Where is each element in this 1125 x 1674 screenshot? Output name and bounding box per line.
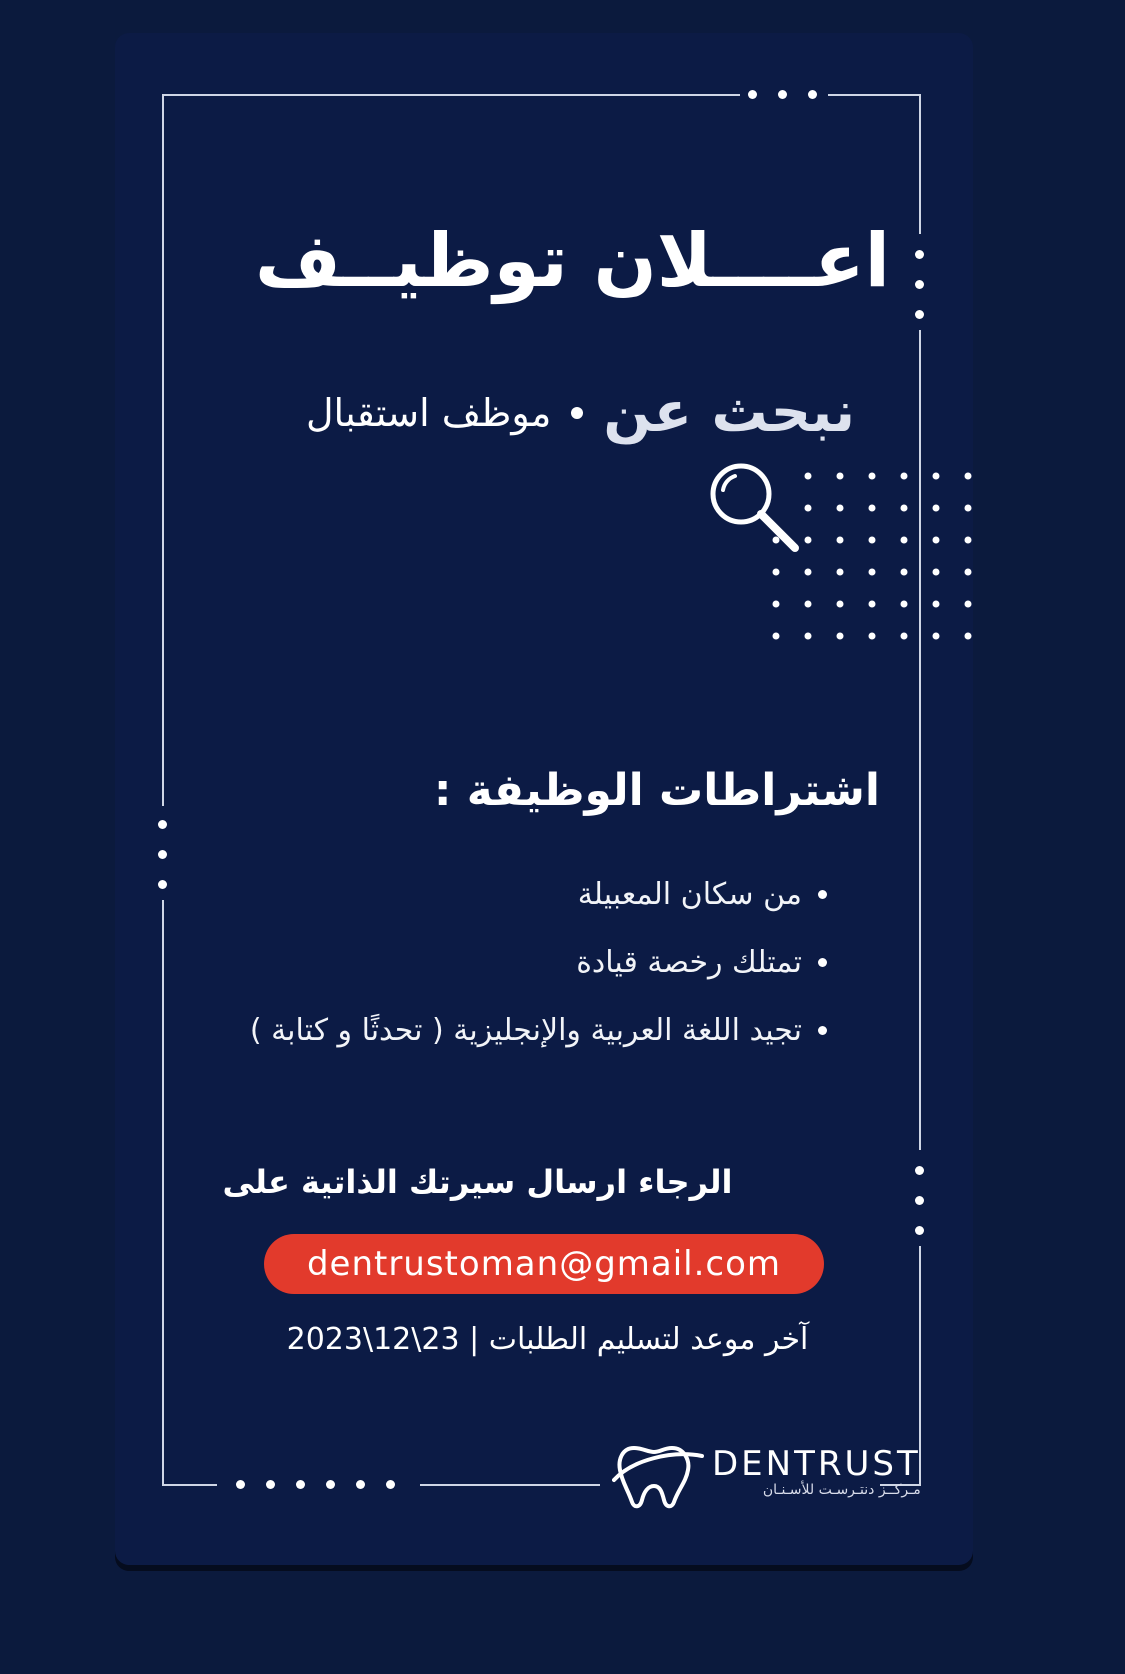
grid-dot	[965, 537, 972, 544]
grid-dot	[805, 633, 812, 640]
grid-dot	[837, 473, 844, 480]
grid-dot	[805, 569, 812, 576]
looking-for-label: نبحث عن	[603, 380, 855, 445]
requirement-text: تمتلك رخصة قيادة	[576, 944, 802, 980]
frame-right-line-mid	[919, 330, 921, 1150]
grid-dot	[869, 569, 876, 576]
grid-dot	[869, 601, 876, 608]
grid-dot	[773, 633, 780, 640]
grid-dot	[901, 633, 908, 640]
grid-dot	[965, 569, 972, 576]
grid-dot	[773, 601, 780, 608]
tooth-logo-icon	[612, 1440, 704, 1510]
looking-for-row	[306, 380, 855, 445]
frame-right-line-top	[919, 94, 921, 234]
brand-name: DENTRUST	[712, 1444, 921, 1484]
grid-dot	[869, 473, 876, 480]
bullet-icon	[818, 890, 827, 899]
frame-bottom-line-mid	[420, 1484, 600, 1486]
grid-dot	[805, 537, 812, 544]
requirement-text: من سكان المعبيلة	[577, 876, 802, 912]
grid-dot	[805, 505, 812, 512]
list-item	[250, 996, 827, 1064]
grid-dot	[805, 473, 812, 480]
page-title: اعــــلان توظيــف	[255, 218, 890, 304]
grid-dot	[933, 473, 940, 480]
grid-dot	[965, 601, 972, 608]
list-item	[250, 860, 827, 928]
grid-dot	[901, 473, 908, 480]
bullet-icon	[571, 407, 583, 419]
email-link[interactable]: dentrustoman@gmail.com	[264, 1234, 824, 1294]
grid-dot	[933, 537, 940, 544]
grid-dot	[901, 601, 908, 608]
send-cv-text: الرجاء ارسال سيرتك الذاتية على	[222, 1163, 733, 1201]
grid-dot	[965, 633, 972, 640]
grid-dot	[837, 601, 844, 608]
grid-dot	[933, 601, 940, 608]
grid-dot	[933, 569, 940, 576]
requirements-title: اشتراطات الوظيفة :	[433, 765, 880, 816]
requirement-text: تجيد اللغة العربية والإنجليزية ( تحدثًا و كتابة )	[249, 1012, 802, 1048]
grid-dot	[837, 569, 844, 576]
grid-dot	[901, 505, 908, 512]
list-item	[250, 928, 827, 996]
grid-dot	[965, 473, 972, 480]
position-label: موظف استقبال	[305, 390, 552, 435]
grid-dot	[869, 505, 876, 512]
grid-dot	[837, 505, 844, 512]
grid-dot	[837, 537, 844, 544]
frame-left-line-top	[162, 94, 164, 806]
grid-dot	[933, 633, 940, 640]
grid-dot	[837, 633, 844, 640]
grid-dot	[773, 569, 780, 576]
brand-logo	[712, 1444, 921, 1498]
deadline-text: آخر موعد لتسليم الطلبات | 23\12\2023	[286, 1322, 809, 1357]
brand-subtitle: مـركــز دنتـرسـت للأسـنـان	[762, 1482, 921, 1498]
bullet-icon	[818, 958, 827, 967]
grid-dot	[869, 633, 876, 640]
frame-bottom-line-left	[162, 1484, 217, 1486]
grid-dot	[901, 569, 908, 576]
grid-dot	[965, 505, 972, 512]
search-icon	[705, 460, 805, 560]
grid-dot	[805, 601, 812, 608]
grid-dot	[901, 537, 908, 544]
grid-dot	[869, 537, 876, 544]
frame-top-line-left	[162, 94, 740, 96]
bullet-icon	[818, 1026, 827, 1035]
requirements-list	[250, 860, 827, 1064]
grid-dot	[933, 505, 940, 512]
frame-top-line-right	[828, 94, 920, 96]
